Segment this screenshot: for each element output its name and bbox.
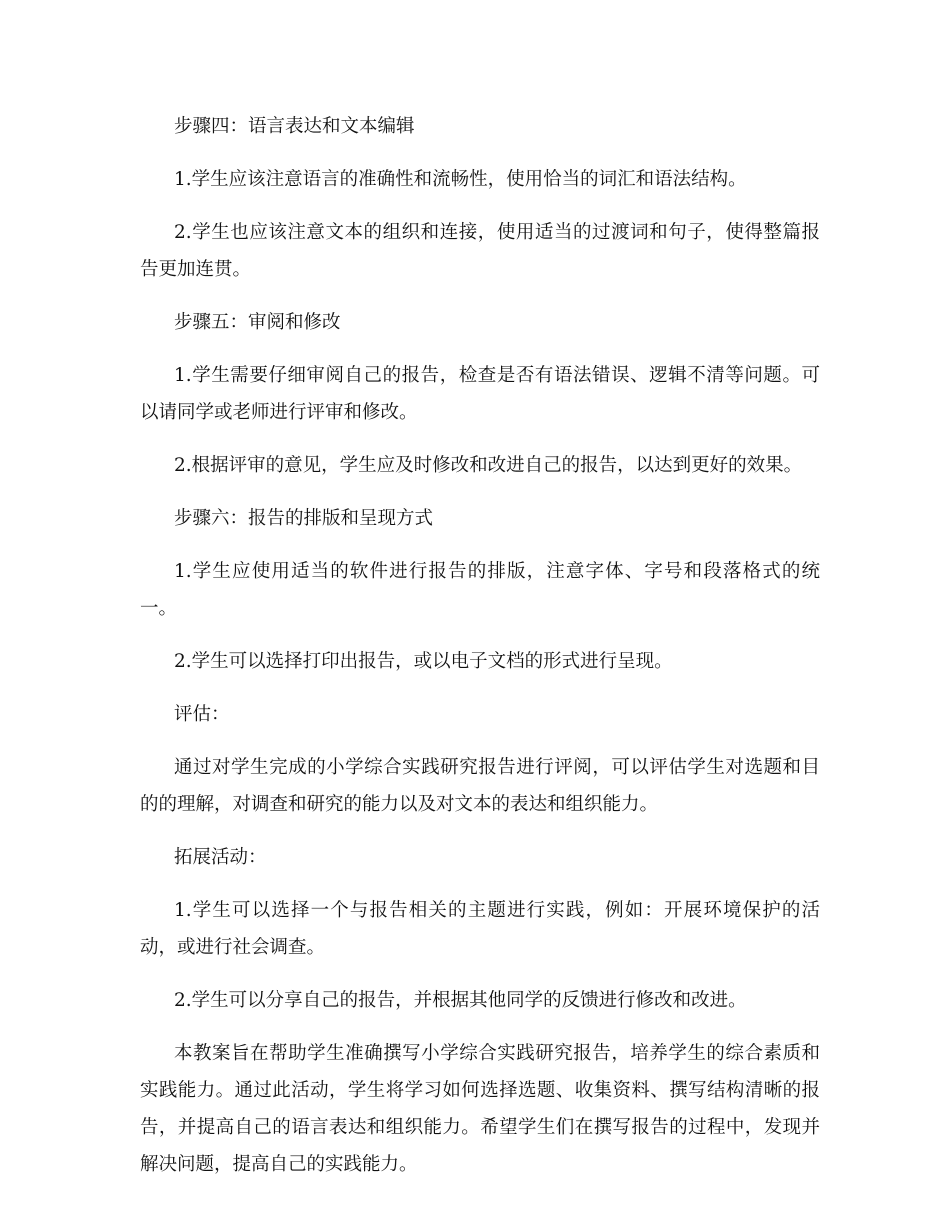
section-heading-step-four: 步骤四：语言表达和文本编辑	[174, 116, 415, 137]
paragraph: 1.学生需要仔细审阅自己的报告，检查是否有语法错误、逻辑不清等问题。可以请同学或老师进行评审和修改。	[140, 365, 820, 423]
paragraph: 2.学生可以选择打印出报告，或以电子文档的形式进行呈现。	[174, 651, 673, 672]
paragraph: 2.学生也应该注意文本的组织和连接，使用适当的过渡词和句子，使得整篇报告更加连贯。	[140, 222, 820, 280]
section-heading-extension: 拓展活动：	[174, 847, 267, 868]
paragraph: 1.学生应使用适当的软件进行报告的排版，注意字体、字号和段落格式的统一。	[140, 561, 820, 619]
section-heading-step-five: 步骤五：审阅和修改	[174, 312, 341, 333]
paragraph: 1.学生应该注意语言的准确性和流畅性，使用恰当的词汇和语法结构。	[174, 169, 747, 190]
paragraph: 2.根据评审的意见，学生应及时修改和改进自己的报告，以达到更好的效果。	[174, 455, 803, 476]
paragraph: 2.学生可以分享自己的报告，并根据其他同学的反馈进行修改和改进。	[174, 990, 747, 1011]
document-body	[140, 108, 820, 1199]
closing-paragraph: 本教案旨在帮助学生准确撰写小学综合实践研究报告，培养学生的综合素质和实践能力。通过此活动，学生将学习如何选择选题、收集资料、撰写结构清晰的报告，并提高自己的语言表达和组织能力。希望学生们在撰写报告的过程中，发现并解决问题，提高自己的实践能力。	[140, 1043, 820, 1175]
section-heading-step-six: 步骤六：报告的排版和呈现方式	[174, 508, 434, 529]
section-heading-evaluation: 评估：	[174, 704, 230, 725]
paragraph: 1.学生可以选择一个与报告相关的主题进行实践，例如：开展环境保护的活动，或进行社会调查。	[140, 900, 820, 958]
paragraph: 通过对学生完成的小学综合实践研究报告进行评阅，可以评估学生对选题和目的的理解，对调查和研究的能力以及对文本的表达和组织能力。	[140, 757, 820, 815]
